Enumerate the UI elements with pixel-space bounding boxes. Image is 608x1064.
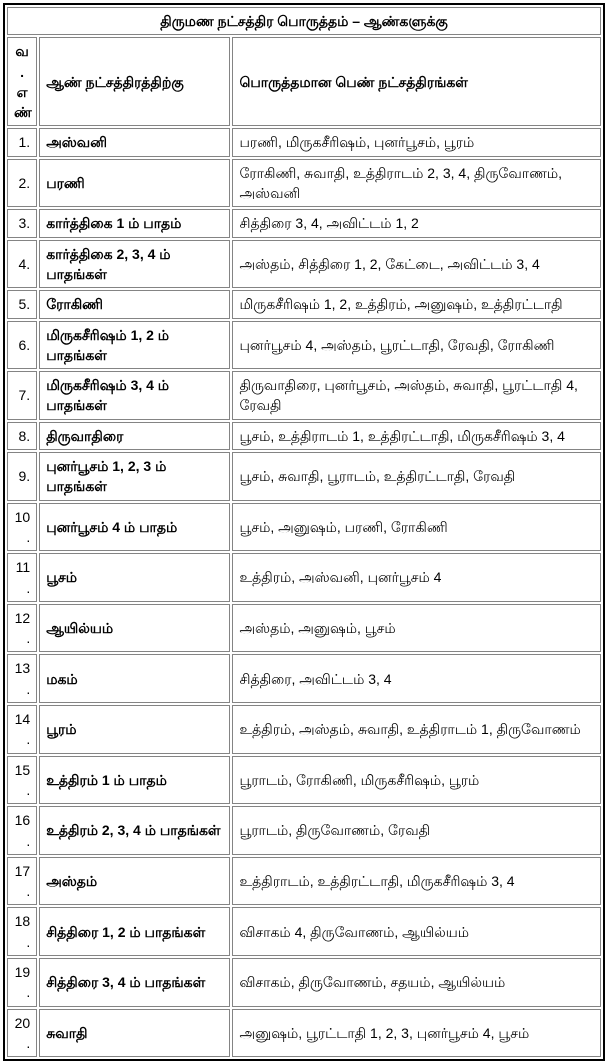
table-row: [7, 705, 601, 754]
row-female-stars: பூராடம், ரோகிணி, மிருகசீரிஷம், பூரம்: [232, 756, 601, 805]
row-serial-number: 5.: [7, 290, 37, 318]
row-female-stars: பரணி, மிருகசீரிஷம், புனர்பூசம், பூரம்: [232, 128, 601, 156]
row-female-stars: புனர்பூசம் 4, அஸ்தம், பூரட்டாதி, ரேவதி, ரோகிணி: [232, 321, 601, 370]
row-serial-number: 18.: [7, 907, 37, 956]
marriage-star-compatibility-table: [3, 3, 605, 1061]
row-serial-number: 17.: [7, 857, 37, 906]
row-male-star: மகம்: [39, 654, 230, 703]
row-male-star: அஸ்தம்: [39, 857, 230, 906]
row-serial-number: 8.: [7, 422, 37, 450]
row-male-star: பரணி: [39, 159, 230, 208]
row-male-star: சித்திரை 1, 2 ம் பாதங்கள்: [39, 907, 230, 956]
serial-header-line2: எண்: [14, 83, 32, 121]
row-female-stars: அஸ்தம், சித்திரை 1, 2, கேட்டை, அவிட்டம் 3, 4: [232, 240, 601, 289]
row-serial-number: 20.: [7, 1009, 37, 1058]
table-row: [7, 806, 601, 855]
row-female-stars: பூசம், அனுஷம், பரணி, ரோகிணி: [232, 503, 601, 552]
row-serial-number: 14.: [7, 705, 37, 754]
table-row: [7, 756, 601, 805]
row-serial-number: 7.: [7, 371, 37, 420]
table-row: [7, 604, 601, 653]
row-female-stars: உத்திரம், அஸ்வனி, புனர்பூசம் 4: [232, 553, 601, 602]
row-serial-number: 19.: [7, 958, 37, 1007]
table-row: [7, 422, 601, 450]
row-female-stars: சித்திரை 3, 4, அவிட்டம் 1, 2: [232, 209, 601, 237]
row-male-star: உத்திரம் 1 ம் பாதம்: [39, 756, 230, 805]
row-serial-number: 15.: [7, 756, 37, 805]
column-header-row: [7, 37, 601, 126]
table-row: [7, 857, 601, 906]
table-row: [7, 128, 601, 156]
row-female-stars: அனுஷம், பூரட்டாதி 1, 2, 3, புனர்பூசம் 4, பூசம்: [232, 1009, 601, 1058]
row-female-stars: உத்திராடம், உத்திரட்டாதி, மிருகசீரிஷம் 3, 4: [232, 857, 601, 906]
table-title: திருமண நட்சத்திர பொருத்தம் – ஆண்களுக்கு: [7, 7, 601, 35]
row-serial-number: 13.: [7, 654, 37, 703]
table-row: [7, 321, 601, 370]
table-row: [7, 452, 601, 501]
row-male-star: பூசம்: [39, 553, 230, 602]
row-male-star: புனர்பூசம் 1, 2, 3 ம் பாதங்கள்: [39, 452, 230, 501]
row-female-stars: ரோகிணி, சுவாதி, உத்திராடம் 2, 3, 4, திருவோணம், அஸ்வனி: [232, 159, 601, 208]
row-male-star: ஆயில்யம்: [39, 604, 230, 653]
row-female-stars: பூராடம், திருவோணம், ரேவதி: [232, 806, 601, 855]
row-female-stars: பூசம், சுவாதி, பூராடம், உத்திரட்டாதி, ரேவதி: [232, 452, 601, 501]
row-male-star: ரோகிணி: [39, 290, 230, 318]
row-male-star: கார்த்திகை 2, 3, 4 ம் பாதங்கள்: [39, 240, 230, 289]
table-row: [7, 503, 601, 552]
row-male-star: கார்த்திகை 1 ம் பாதம்: [39, 209, 230, 237]
table-row: [7, 654, 601, 703]
column-header-serial: [7, 37, 37, 126]
row-serial-number: 3.: [7, 209, 37, 237]
row-male-star: பூரம்: [39, 705, 230, 754]
table-row: [7, 209, 601, 237]
row-serial-number: 9.: [7, 452, 37, 501]
row-female-stars: பூசம், உத்திராடம் 1, உத்திரட்டாதி, மிருகசீரிஷம் 3, 4: [232, 422, 601, 450]
table-row: [7, 958, 601, 1007]
table-row: [7, 290, 601, 318]
row-serial-number: 11.: [7, 553, 37, 602]
row-serial-number: 6.: [7, 321, 37, 370]
row-male-star: உத்திரம் 2, 3, 4 ம் பாதங்கள்: [39, 806, 230, 855]
row-male-star: மிருகசீரிஷம் 1, 2 ம் பாதங்கள்: [39, 321, 230, 370]
row-male-star: சித்திரை 3, 4 ம் பாதங்கள்: [39, 958, 230, 1007]
serial-header-line1: வ.: [15, 43, 29, 80]
table-head: [7, 7, 601, 126]
row-female-stars: உத்திரம், அஸ்தம், சுவாதி, உத்திராடம் 1, திருவோணம்: [232, 705, 601, 754]
row-female-stars: அஸ்தம், அனுஷம், பூசம்: [232, 604, 601, 653]
table-row: [7, 553, 601, 602]
row-female-stars: சித்திரை, அவிட்டம் 3, 4: [232, 654, 601, 703]
row-female-stars: விசாகம், திருவோணம், சதயம், ஆயில்யம்: [232, 958, 601, 1007]
row-male-star: சுவாதி: [39, 1009, 230, 1058]
table-row: [7, 1009, 601, 1058]
table-row: [7, 240, 601, 289]
column-header-female-stars: பொருத்தமான பெண் நட்சத்திரங்கள்: [232, 37, 601, 126]
title-row: [7, 7, 601, 35]
row-female-stars: விசாகம் 4, திருவோணம், ஆயில்யம்: [232, 907, 601, 956]
row-male-star: திருவாதிரை: [39, 422, 230, 450]
table-row: [7, 159, 601, 208]
column-header-male-star: ஆண் நட்சத்திரத்திற்கு: [39, 37, 230, 126]
row-serial-number: 10.: [7, 503, 37, 552]
table-row: [7, 907, 601, 956]
row-serial-number: 12.: [7, 604, 37, 653]
row-female-stars: மிருகசீரிஷம் 1, 2, உத்திரம், அனுஷம், உத்திரட்டாதி: [232, 290, 601, 318]
row-serial-number: 4.: [7, 240, 37, 289]
table-row: [7, 371, 601, 420]
row-serial-number: 1.: [7, 128, 37, 156]
row-male-star: புனர்பூசம் 4 ம் பாதம்: [39, 503, 230, 552]
table-body: [7, 128, 601, 1057]
row-male-star: அஸ்வனி: [39, 128, 230, 156]
row-male-star: மிருகசீரிஷம் 3, 4 ம் பாதங்கள்: [39, 371, 230, 420]
row-serial-number: 2.: [7, 159, 37, 208]
row-serial-number: 16.: [7, 806, 37, 855]
row-female-stars: திருவாதிரை, புனர்பூசம், அஸ்தம், சுவாதி, பூரட்டாதி 4, ரேவதி: [232, 371, 601, 420]
